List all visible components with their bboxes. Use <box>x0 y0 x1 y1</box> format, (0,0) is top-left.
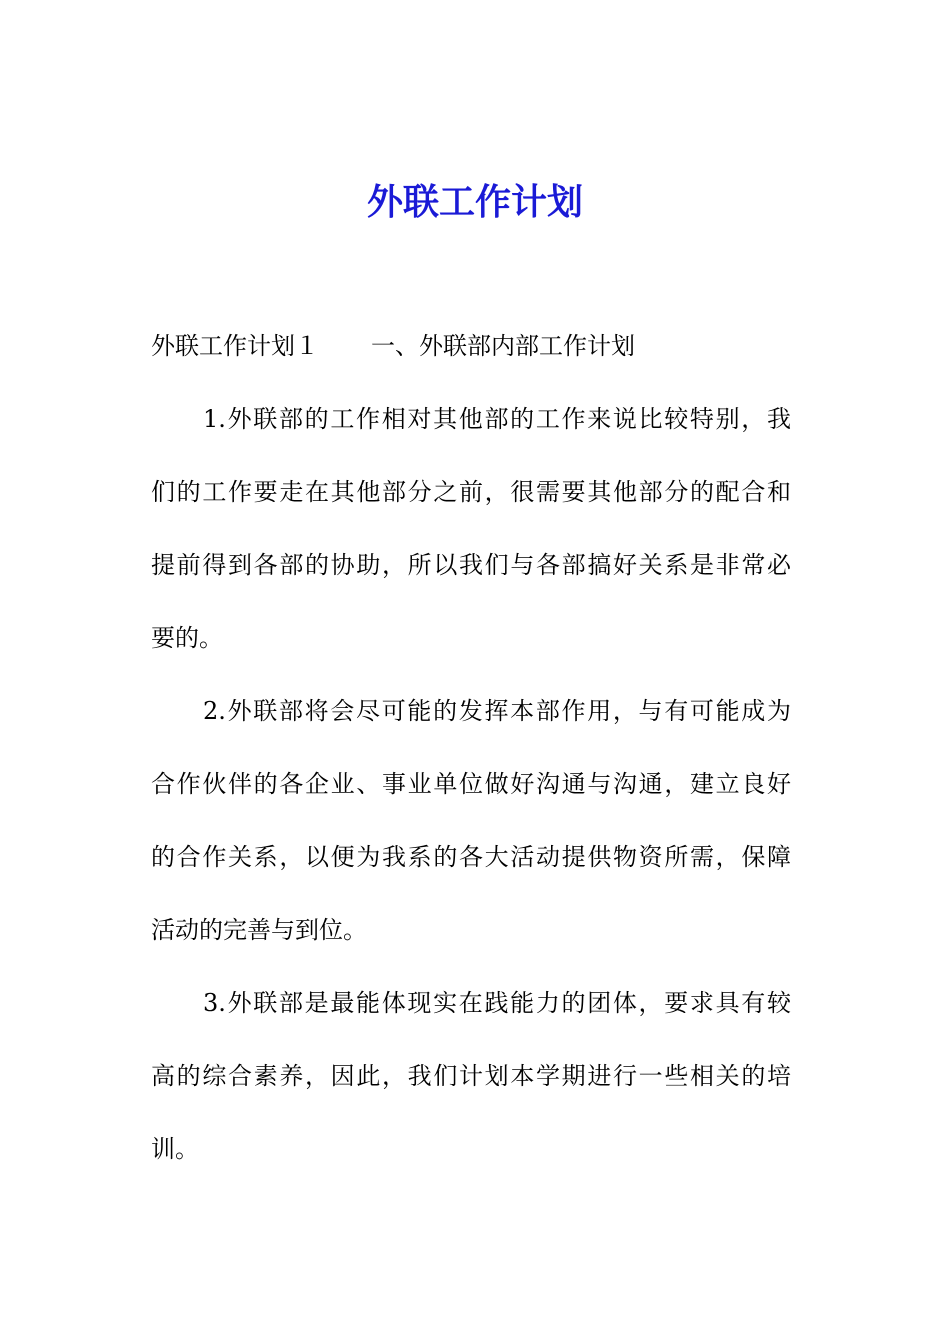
paragraph-line: 活动的完善与到位。 <box>151 916 367 944</box>
paragraph-line: 1.外联部的工作相对其他部的工作来说比较特别，我 <box>203 405 791 433</box>
plan-number-label: 外联工作计划１ <box>151 332 319 360</box>
document-body <box>151 328 791 1167</box>
paragraph-line: 3.外联部是最能体现实在践能力的团体，要求具有较 <box>203 989 791 1017</box>
paragraph-line: 的合作关系，以便为我系的各大活动提供物资所需，保障 <box>151 843 791 871</box>
section-heading: 一、外联部内部工作计划 <box>371 332 635 360</box>
paragraph-line: 要的。 <box>151 624 223 652</box>
paragraph-line: 高的综合素养，因此，我们计划本学期进行一些相关的培 <box>151 1062 791 1090</box>
document-title: 外联工作计划 <box>366 181 583 223</box>
paragraph-line: 提前得到各部的协助，所以我们与各部搞好关系是非常必 <box>151 551 791 579</box>
paragraph-line: 2.外联部将会尽可能的发挥本部作用，与有可能成为 <box>203 697 791 725</box>
paragraph-line: 训。 <box>151 1135 199 1163</box>
paragraph-line: 合作伙伴的各企业、事业单位做好沟通与沟通，建立良好 <box>151 770 791 798</box>
paragraph-2 <box>151 693 791 948</box>
section-heading-line <box>151 328 791 364</box>
paragraph-1 <box>151 401 791 656</box>
paragraph-line: 们的工作要走在其他部分之前，很需要其他部分的配合和 <box>151 478 791 506</box>
paragraph-3 <box>151 985 791 1167</box>
